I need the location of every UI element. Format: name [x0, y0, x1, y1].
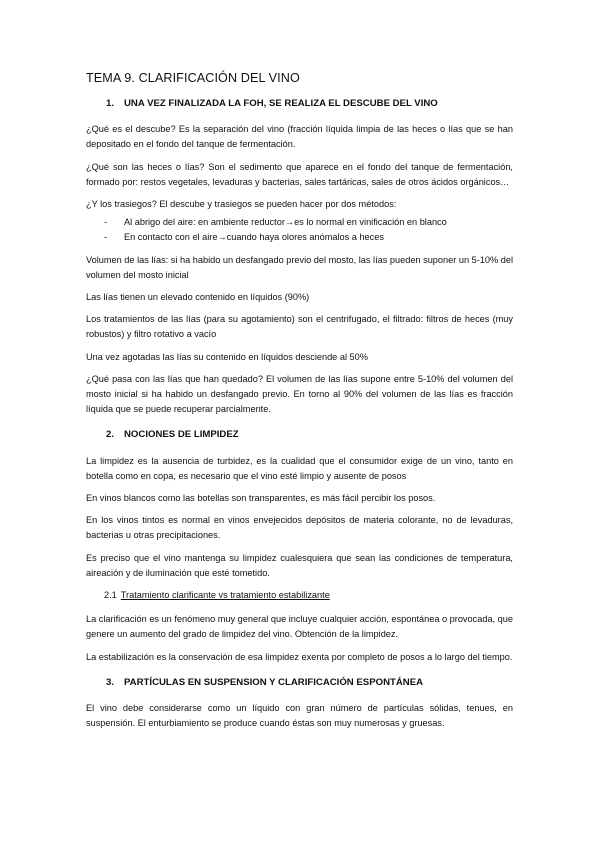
paragraph: ¿Qué es el descube? Es la separación del vino (fracción líquida limpia de las heces o lías que se han depositado en el fondo del tanque de fermentación. — [86, 124, 513, 150]
list-item: - Al abrigo del aire: en ambiente reductor→es lo normal en vinificación en blanco — [86, 215, 513, 230]
list-item: - En contacto con el aire→cuando haya olores anómalos a heces — [86, 230, 513, 245]
paragraph: Volumen de las lías: si ha habido un desfangado previo del mosto, las lías pueden suponer un 5-10% del volumen del mosto inicial — [86, 254, 513, 280]
section-title: PARTÍCULAS EN SUSPENSION Y CLARIFICACIÓN ESPONTÁNEA — [124, 676, 424, 688]
paragraph: La limpidez es la ausencia de turbidez, es la cualidad que el consumidor exige de un vino, tanto en botella como en copa, es necesario que el vino esté limpio y ausente de posos — [86, 455, 513, 481]
section-3-heading — [86, 675, 513, 690]
section-1-heading — [86, 96, 513, 111]
paragraph: La estabilización es la conservación de esa limpidez exenta por completo de posos a lo largo del tiempo. — [86, 651, 513, 662]
paragraph: La clarificación es un fenómeno muy general que incluye cualquier acción, espontánea o provocada, que genere un aumento del grado de limpidez del vino. Obtención de la limpidez. — [86, 614, 513, 640]
document-title: TEMA 9. CLARIFICACIÓN DEL VINO — [86, 71, 300, 85]
paragraph: ¿Y los trasiegos? El descube y trasiegos se pueden hacer por dos métodos: — [86, 199, 397, 210]
paragraph: ¿Qué son las heces o lías? Son el sedimento que aparece en el fondo del tanque de fermentación, formado por: restos vegetales, levaduras y bacterias, sales tartáricas, sales de otros ácidos orgánicos… — [86, 161, 513, 187]
paragraph: Las lías tienen un elevado contenido en líquidos (90%) — [86, 292, 310, 303]
section-number: 1. — [106, 98, 115, 109]
paragraph: En los vinos tintos es normal en vinos envejecidos depósitos de materia colorante, no de levaduras, bacterias u otras precipitaciones. — [86, 515, 513, 541]
section-number: 2. — [106, 429, 115, 441]
method-list — [86, 215, 513, 245]
section-2-heading — [86, 427, 513, 442]
paragraph: Los tratamientos de las lías (para su agotamiento) son el centrifugado, el filtrado: filtros de heces (muy robustos) y filtro rotativo a vacío — [86, 314, 513, 340]
paragraph: ¿Qué pasa con las lías que han quedado? El volumen de las lías supone entre 5-10% del volumen del mosto inicial si ha habido un desfangado previo. En torno al 90% del volumen de las lías es fracción líquida que se puede recuperar parcialmente. — [86, 373, 513, 415]
section-number: 3. — [106, 676, 115, 688]
section-title: NOCIONES DE LIMPIDEZ — [124, 429, 239, 441]
paragraph: En vinos blancos como las botellas son transparentes, es más fácil percibir los posos. — [86, 493, 436, 504]
subsection-title: Tratamiento clarificante vs tratamiento estabilizante — [120, 590, 330, 601]
section-title: UNA VEZ FINALIZADA LA FOH, SE REALIZA EL DESCUBE DEL VINO — [124, 98, 438, 109]
subsection-number: 2.1 — [104, 590, 117, 601]
paragraph: Una vez agotadas las lías su contenido en líquidos desciende al 50% — [86, 351, 368, 362]
subsection-heading — [86, 588, 513, 603]
paragraph: Es preciso que el vino mantenga su limpidez cualesquiera que sean las condiciones de temperatura, aireación y de iluminación que esté tometido. — [86, 552, 513, 578]
paragraph: El vino debe considerarse como un líquido con gran número de partículas sólidas, tenues, en suspensión. El enturbiamiento se produce cuando éstas son muy numerosas y gruesas. — [86, 703, 513, 729]
